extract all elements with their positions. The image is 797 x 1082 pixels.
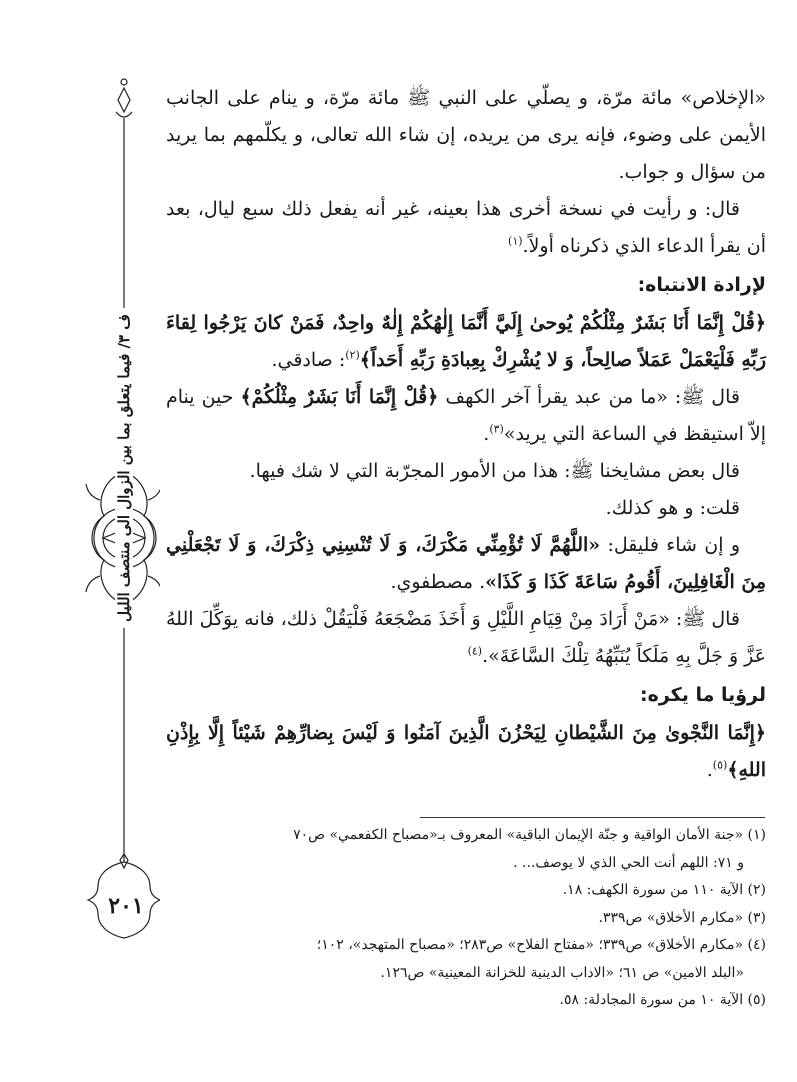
footnote-ref: (٤) <box>467 644 483 658</box>
paragraph-text: . <box>706 759 713 781</box>
footnote-continuation: «البلد الامين» ص ٦١؛ «الاداب الدينية للخزانة المعينية» ص١٢٦. <box>380 964 744 981</box>
footnote: (٤) «مكارم الأخلاق» ص٣٣٩؛ «مفتاح الفلاح» ص٢٨٣؛ «مصباح المتهجد»، ١٠٢؛ <box>316 937 766 953</box>
paragraph <box>166 191 766 265</box>
paragraph-text: قال ﷺ: «مَنْ أَرَادَ مِنْ قِيَامِ اللَّيْلِ وَ أَخَذَ مَضْجَعَهُ فَلْيَقُلْ ذلك، فانه يوَكِّلَ اللهُ عَزَّ وَ جَلَّ بِهِ مَلَكاً يُنَبِّهُهُ تِلْكَ السَّاعَةَ». <box>166 608 766 667</box>
footnotes <box>166 822 766 1015</box>
paragraph <box>166 379 766 453</box>
paragraph <box>166 601 766 675</box>
footnote: (٣) «مكارم الأخلاق» ص٣٣٩. <box>598 909 766 926</box>
footnote: (٢) الآية ١١٠ من سورة الكهف: ١٨. <box>562 882 766 898</box>
paragraph <box>166 527 766 601</box>
running-header: ف ٣/ فيما يتعلق بما بين الزوال الى منتصف الليل <box>115 308 133 628</box>
main-text <box>166 80 766 789</box>
footnote-divider <box>420 817 765 818</box>
page-number: ٢٠١ <box>108 893 144 919</box>
paragraph: «الإخلاص» مائة مرّة، و يصلّي على النبي ﷺ مائة مرّة، و ينام على الجانب الأيمن على وضوء، فإنه يرى من يريده، إن شاء الله تعالى، و يكلّمهم بما يريد من سؤال و جواب. <box>166 87 766 183</box>
section-heading: لرؤيا ما يكره: <box>640 684 766 706</box>
paragraph <box>166 305 766 379</box>
quran-verse: ﴿قُلْ إِنَّمَا أَنَا بَشَرٌ مِثْلُكُمْ﴾ <box>240 386 439 408</box>
paragraph-text: . مصطفوي. <box>390 571 486 593</box>
dua-text: «اللَّهُمَّ لَا تُؤْمِنِّي مَكْرَكَ، وَ لَا تُنْسِنِي ذِكْرَكَ، وَ لَا تَجْعَلْنِي مِنَ الْغَافِلِينَ، أَقُومُ سَاعَةَ كَذَا وَ كَذَا» <box>166 534 766 593</box>
paragraph-text: حين ينام إلاّ استيقظ في الساعة التي يريد» <box>166 386 766 445</box>
footnote-continuation: و ٧١: اللهم أنت الحي الذي لا يوصف... . <box>513 854 744 871</box>
paragraph-text: و إن شاء فليقل: <box>607 534 741 556</box>
footnote-ref: (٢) <box>345 348 360 362</box>
paragraph-text: : صادقي. <box>271 349 346 371</box>
section-heading: لإرادة الانتباه: <box>637 274 766 296</box>
paragraph-text: . <box>483 423 490 445</box>
paragraph-text: قال: و رأيت في نسخة أخرى هذا بعينه، غير أنه يفعل ذلك سبع ليال، بعد أن يقرأ الدعاء الذي ذكرناه أولاً. <box>166 198 766 257</box>
footnote: (٥) الآية ١٠ من سورة المجادلة: ٥٨. <box>559 992 766 1008</box>
footnote-ref: (١) <box>508 234 523 248</box>
footnote-ref: (٥) <box>712 758 728 772</box>
paragraph-text: قال ﷺ: «ما من عبد يقرأ آخر الكهف <box>445 386 740 408</box>
paragraph: قلت: و هو كذلك. <box>605 497 740 519</box>
paragraph <box>166 715 766 789</box>
margin-ornament <box>0 0 160 1082</box>
quran-verse: ﴿قُلْ إِنَّمَا أَنَا بَشَرٌ مِثْلُكُمْ يُوحىٰ إِلَيَّ أَنَّمَا إِلٰهُكُمْ إِلٰهٌ واحِدٌ، فَمَنْ كانَ يَرْجُوا لِقاءَ رَبِّهِ فَلْيَعْمَلْ عَمَلاً صالِحاً، وَ لا يُشْرِكْ بِعِبادَةِ رَبِّهِ أَحَداً﴾ <box>166 312 766 371</box>
quran-verse: ﴿إِنَّمَا النَّجْوىٰ مِنَ الشَّيْطانِ لِيَحْزُنَ الَّذِينَ آمَنُوا وَ لَيْسَ بِضارِّهِمْ شَيْئاً إِلَّا بِإِذْنِ اللهِ﴾ <box>166 722 766 781</box>
paragraph: قال بعض مشايخنا ﷺ: هذا من الأمور المجرّبة التي لا شك فيها. <box>249 460 740 482</box>
footnote: (١) «جنة الأمان الواقية و جنّة الإيمان الباقية» المعروف بـ«مصباح الكفعمي» ص٧٠ <box>293 827 766 843</box>
footnote-ref: (٣) <box>489 422 504 436</box>
